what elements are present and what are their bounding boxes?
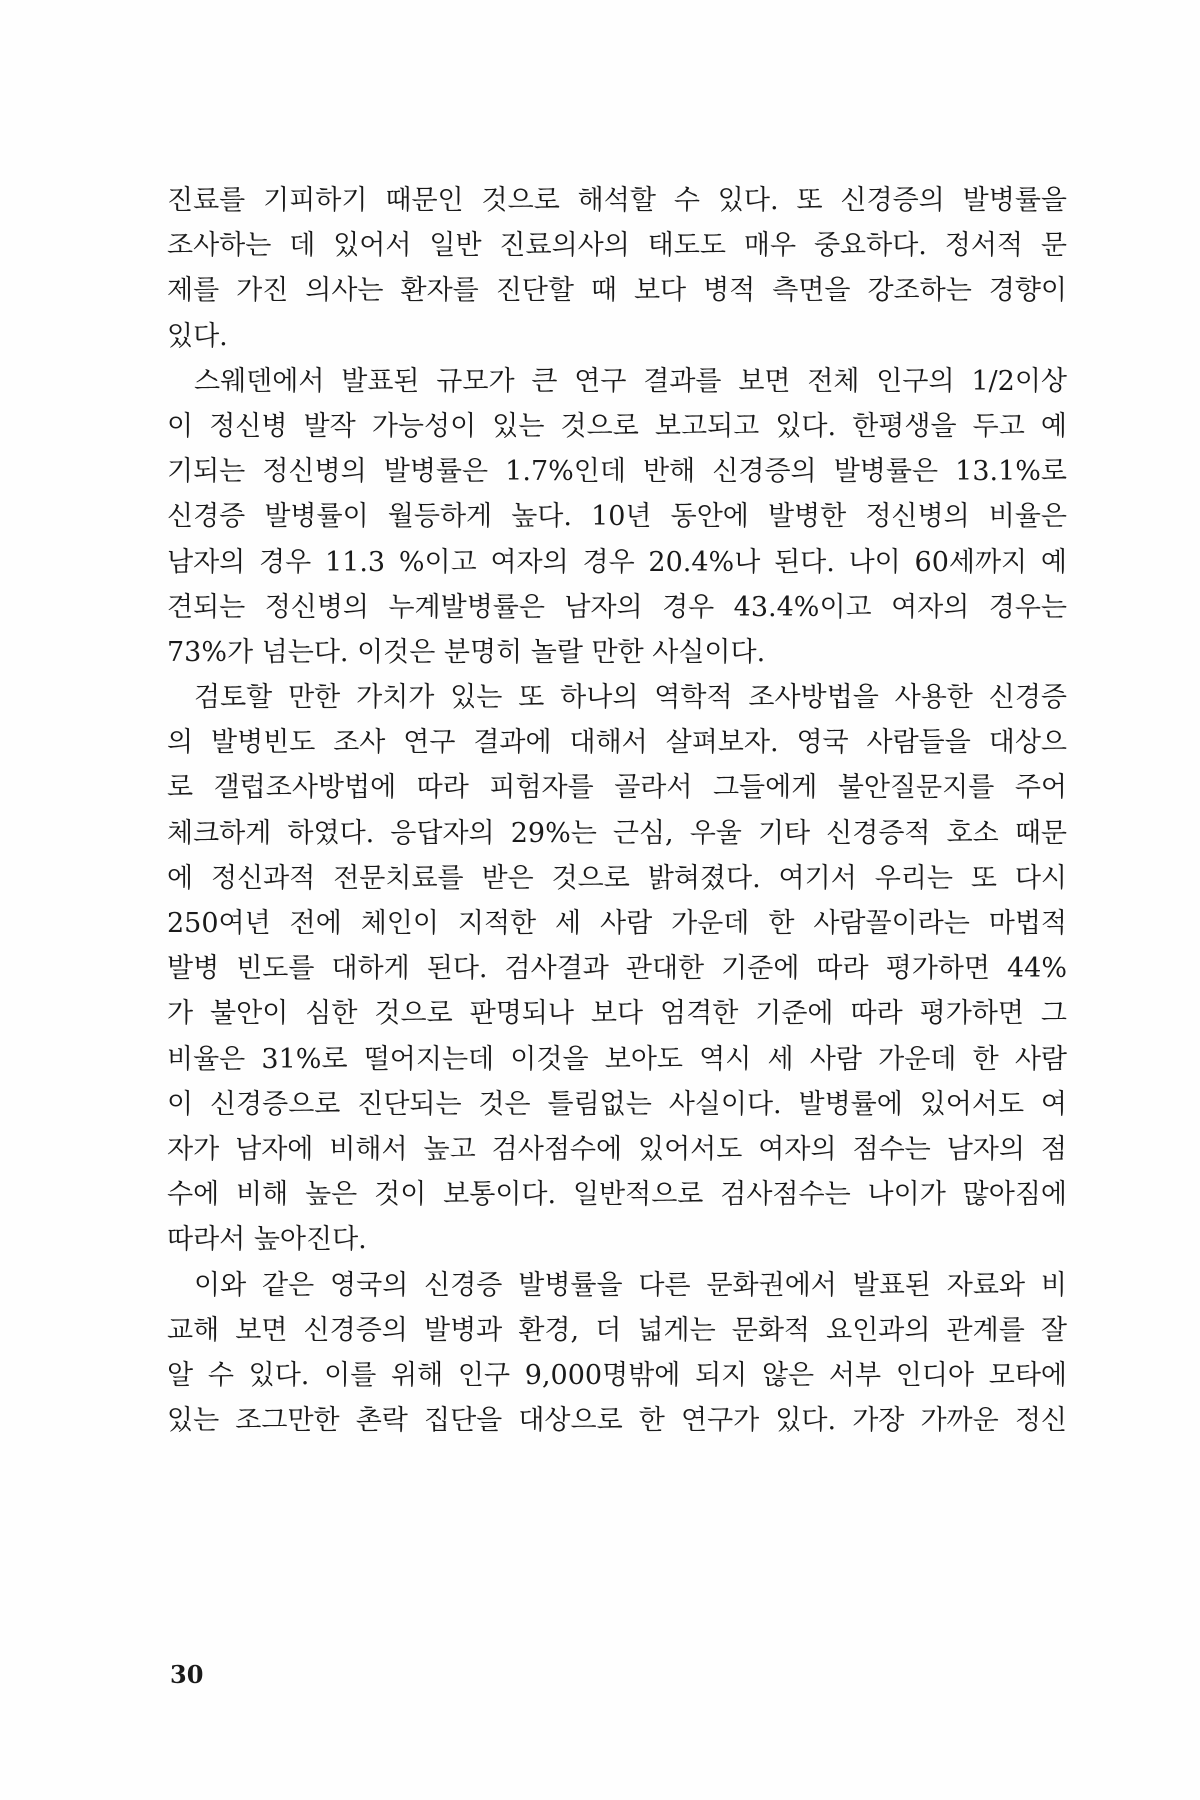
text-line: 스웨덴에서 발표된 규모가 큰 연구 결과를 보면 전체 인구의 1/2이상 (194, 365, 1067, 397)
text-line: 교해 보면 신경증의 발병과 환경, 더 넓게는 문화적 요인과의 관계를 잘 (167, 1314, 1067, 1346)
text-line: 있는 조그만한 촌락 집단을 대상으로 한 연구가 있다. 가장 가까운 정신 (167, 1405, 1067, 1437)
text-line: 수에 비해 높은 것이 보통이다. 일반적으로 검사점수는 나이가 많아짐에 (167, 1179, 1067, 1211)
text-line: 견되는 정신병의 누계발병률은 남자의 경우 43.4%이고 여자의 경우는 (167, 591, 1067, 623)
text-line: 따라서 높아진다. (167, 1224, 367, 1256)
text-line: 비율은 31%로 떨어지는데 이것을 보아도 역시 세 사람 가운데 한 사람 (167, 1043, 1067, 1075)
text-line: 조사하는 데 있어서 일반 진료의사의 태도도 매우 중요하다. 정서적 문 (167, 230, 1067, 262)
text-line: 체크하게 하였다. 응답자의 29%는 근심, 우울 기타 신경증적 호소 때문 (167, 817, 1067, 849)
text-line: 신경증 발병률이 월등하게 높다. 10년 동안에 발병한 정신병의 비율은 (167, 501, 1067, 533)
text-line: 남자의 경우 11.3 %이고 여자의 경우 20.4%나 된다. 나이 60세까지 예 (167, 546, 1067, 578)
text-line: 이 정신병 발작 가능성이 있는 것으로 보고되고 있다. 한평생을 두고 예 (167, 410, 1067, 442)
page-number: 30 (170, 1660, 204, 1689)
text-line: 발병 빈도를 대하게 된다. 검사결과 관대한 기준에 따라 평가하면 44% (167, 953, 1067, 985)
text-line: 있다. (167, 320, 228, 352)
text-line: 이 신경증으로 진단되는 것은 틀림없는 사실이다. 발병률에 있어서도 여 (167, 1088, 1067, 1120)
text-line: 의 발병빈도 조사 연구 결과에 대해서 살펴보자. 영국 사람들을 대상으 (167, 727, 1067, 759)
text-line: 검토할 만한 가치가 있는 또 하나의 역학적 조사방법을 사용한 신경증 (194, 682, 1067, 714)
text-line: 로 갤럽조사방법에 따라 피험자를 골라서 그들에게 불안질문지를 주어 (167, 772, 1067, 804)
body-text (167, 178, 1067, 1443)
text-line: 진료를 기피하기 때문인 것으로 해석할 수 있다. 또 신경증의 발병률을 (167, 185, 1067, 216)
text-line: 알 수 있다. 이를 위해 인구 9,000명밖에 되지 않은 서부 인디아 모타에 (167, 1359, 1067, 1391)
text-line: 250여년 전에 체인이 지적한 세 사람 가운데 한 사람꼴이라는 마법적 (167, 908, 1067, 939)
text-line: 73%가 넘는다. 이것은 분명히 놀랄 만한 사실이다. (167, 636, 766, 668)
text-line: 자가 남자에 비해서 높고 검사점수에 있어서도 여자의 점수는 남자의 점 (167, 1133, 1067, 1165)
text-line: 에 정신과적 전문치료를 받은 것으로 밝혀졌다. 여기서 우리는 또 다시 (167, 862, 1067, 894)
text-line: 기되는 정신병의 발병률은 1.7%인데 반해 신경증의 발병률은 13.1%로 (167, 456, 1067, 488)
text-line: 제를 가진 의사는 환자를 진단할 때 보다 병적 측면을 강조하는 경향이 (167, 275, 1067, 307)
text-line: 가 불안이 심한 것으로 판명되나 보다 엄격한 기준에 따라 평가하면 그 (167, 998, 1067, 1030)
text-line: 이와 같은 영국의 신경증 발병률을 다른 문화권에서 발표된 자료와 비 (194, 1269, 1067, 1301)
